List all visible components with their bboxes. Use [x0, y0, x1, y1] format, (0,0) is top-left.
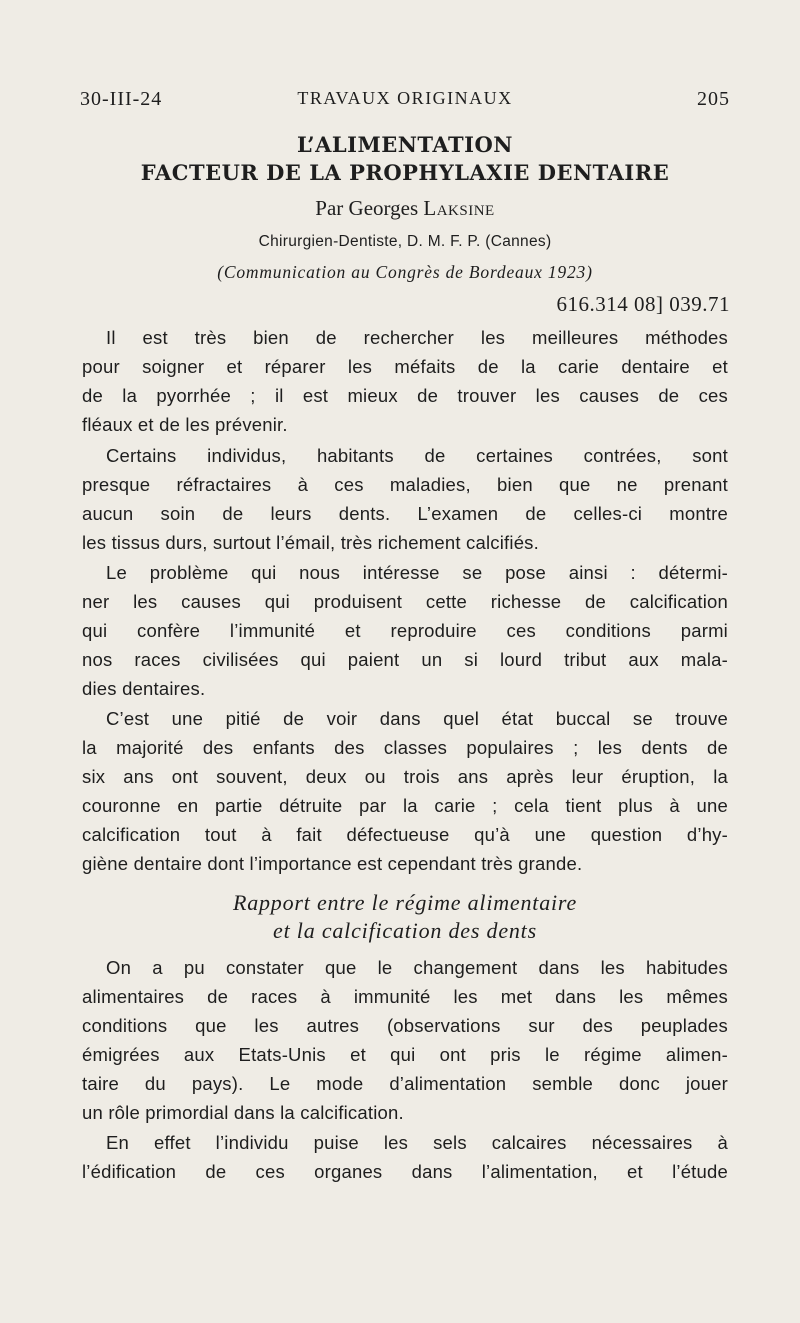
text-line: alimentaires de races à immunité les met dans les mêmes	[82, 986, 728, 1007]
text-line: taire du pays). Le mode d’alimentation semble donc jouer	[82, 1073, 728, 1094]
text-line: giène dentaire dont l’importance est cependant très grande.	[82, 853, 583, 874]
issue-date: 30-III-24	[80, 88, 163, 110]
text-line: calcification tout à fait défectueuse qu’à une question d’hy-	[82, 824, 728, 845]
running-head	[80, 88, 730, 118]
section-heading-line-2: et la calcification des dents	[273, 918, 537, 943]
text-line: On a pu constater que le changement dans les habitudes	[106, 957, 728, 978]
article-title-line-1: L’ALIMENTATION	[297, 132, 513, 157]
section-heading-line-1: Rapport entre le régime alimentaire	[232, 890, 578, 915]
page-number: 205	[697, 88, 730, 110]
text-line: fléaux et de les prévenir.	[82, 414, 288, 435]
text-line: l’édification de ces organes dans l’alimentation, et l’étude	[82, 1161, 728, 1182]
text-line: conditions que les autres (observations sur des peuplades	[82, 1015, 728, 1036]
text-line: En effet l’individu puise les sels calcaires nécessaires à	[106, 1132, 728, 1153]
text-line: C’est une pitié de voir dans quel état buccal se trouve	[106, 708, 728, 729]
text-line: aucun soin de leurs dents. L’examen de celles-ci montre	[82, 503, 728, 524]
text-line: qui confère l’immunité et reproduire ces conditions parmi	[82, 620, 728, 641]
classification-number: 616.314 08] 039.71	[556, 292, 730, 316]
text-line: presque réfractaires à ces maladies, bien que ne prenant	[82, 474, 728, 495]
text-line: les tissus durs, surtout l’émail, très richement calcifiés.	[82, 532, 539, 553]
text-line: dies dentaires.	[82, 678, 206, 699]
text-line: six ans ont souvent, deux ou trois ans après leur éruption, la	[82, 766, 728, 787]
text-line: pour soigner et réparer les méfaits de la carie dentaire et	[82, 356, 728, 377]
text-line: de la pyorrhée ; il est mieux de trouver les causes de ces	[82, 385, 728, 406]
communication-note: (Communication au Congrès de Bordeaux 1923)	[217, 262, 593, 282]
article-title-line-2: FACTEUR DE LA PROPHYLAXIE DENTAIRE	[140, 160, 670, 185]
text-line: la majorité des enfants des classes populaires ; les dents de	[82, 737, 728, 758]
text-line: Il est très bien de rechercher les meilleures méthodes	[106, 327, 728, 348]
author-name: Laksine	[423, 196, 495, 220]
author-line	[80, 196, 730, 221]
text-line: ner les causes qui produisent cette richesse de calcification	[82, 591, 728, 612]
text-line: nos races civilisées qui paient un si lourd tribut aux mala-	[82, 649, 728, 670]
text-line: couronne en partie détruite par la carie ; cela tient plus à une	[82, 795, 728, 816]
section-title: TRAVAUX ORIGINAUX	[297, 88, 513, 108]
author-prefix: Par Georges	[315, 196, 419, 220]
text-line: un rôle primordial dans la calcification.	[82, 1102, 404, 1123]
author-affiliation: Chirurgien-Dentiste, D. M. F. P. (Cannes)	[258, 233, 552, 250]
text-line: Le problème qui nous intéresse se pose ainsi : détermi-	[106, 562, 728, 583]
text-line: Certains individus, habitants de certaines contrées, sont	[106, 445, 728, 466]
text-line: émigrées aux Etats-Unis et qui ont pris le régime alimen-	[82, 1044, 728, 1065]
